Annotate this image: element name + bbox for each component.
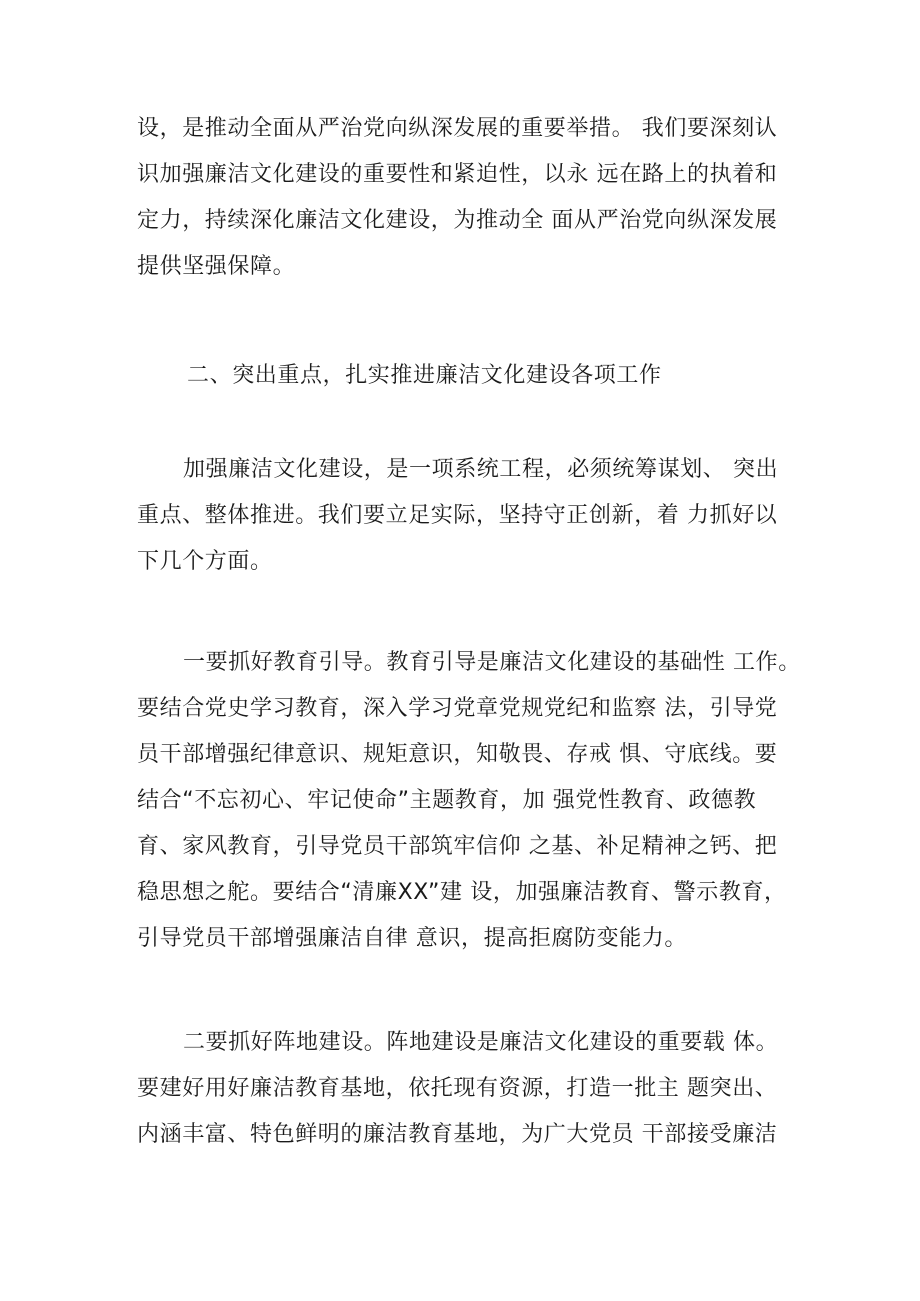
paragraph-intro: [137, 447, 817, 585]
text-line: 设，是推动全面从严治党向纵深发展的重要举措。 我们要深刻认: [137, 116, 778, 141]
text-line: 育、家风教育，引导党员干部筑牢信仰 之基、补足精神之钙、把: [137, 834, 778, 859]
text-line: 要建好用好廉洁教育基地，依托现有资源，打造一批主 题突出、: [137, 1076, 778, 1101]
text-line: 一要抓好教育引导。教育引导是廉洁文化建设的基础性 工作。: [183, 650, 801, 675]
text-line: 下几个方面。: [137, 549, 273, 574]
text-line: 员干部增强纪律意识、规矩意识，知敬畏、存戒 惧、守底线。要: [137, 742, 778, 767]
heading-text: 二、突出重点，扎实推进廉洁文化建设各项工作: [187, 363, 662, 388]
paragraph-education: [137, 640, 817, 962]
text-line: 识加强廉洁文化建设的重要性和紧迫性，以永 远在路上的执着和: [137, 162, 778, 187]
text-line: 引导党员干部增强廉洁自律 意识，提高拒腐防变能力。: [137, 926, 687, 951]
text-line: 定力，持续深化廉洁文化建设，为推动全 面从严治党向纵深发展: [137, 208, 778, 233]
text-line: 结合“不忘初心、牢记使命”主题教育，加 强党性教育、政德教: [137, 788, 757, 813]
text-line: 重点、整体推进。我们要立足实际，坚持守正创新，着 力抓好以: [137, 503, 778, 528]
section-heading: [137, 353, 817, 399]
text-line: 内涵丰富、特色鲜明的廉洁教育基地，为广大党员 干部接受廉洁: [137, 1122, 778, 1147]
paragraph-continuation: [137, 106, 817, 290]
paragraph-position-building: [137, 1020, 817, 1158]
text-line: 提供坚强保障。: [137, 254, 296, 279]
text-line: 要结合党史学习教育，深入学习党章党规党纪和监察 法，引导党: [137, 696, 778, 721]
text-line: 加强廉洁文化建设，是一项系统工程，必须统筹谋划、 突出: [183, 457, 779, 482]
text-line: 二要抓好阵地建设。阵地建设是廉洁文化建设的重要载 体。: [183, 1030, 779, 1055]
text-line: 稳思想之舵。要结合“清廉XX”建 设，加强廉洁教育、警示教育，: [137, 880, 787, 905]
